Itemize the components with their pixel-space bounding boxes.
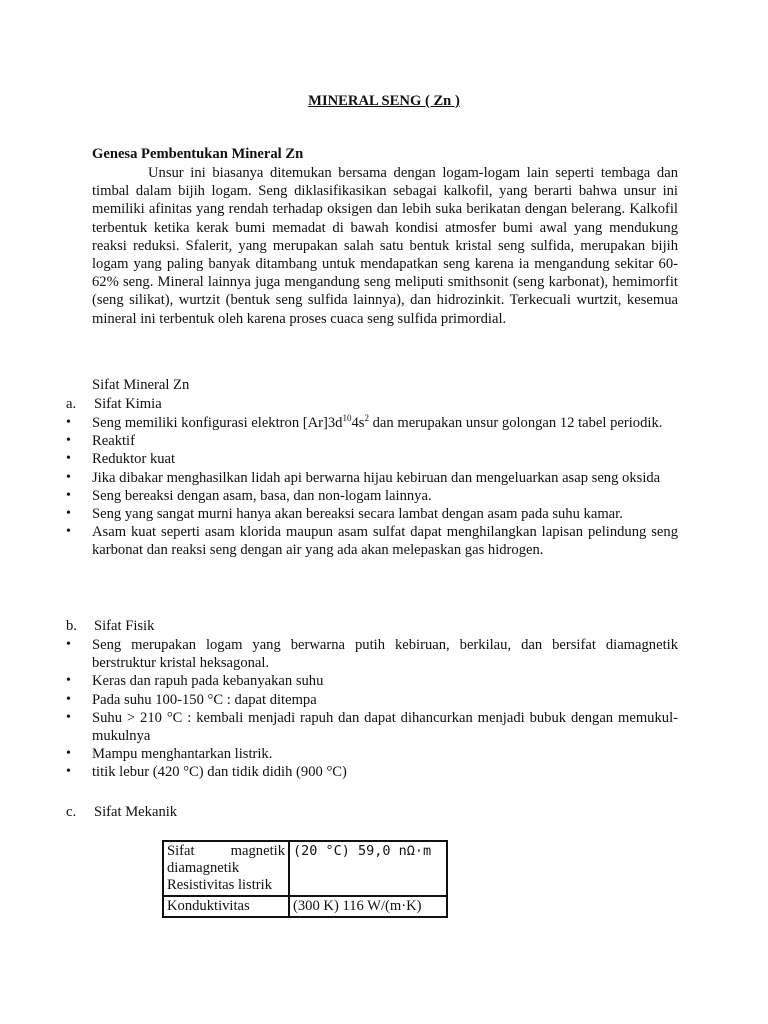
sifat-heading: Sifat Mineral Zn [92,377,190,393]
bullet-icon: • [66,764,71,780]
list-item [62,450,678,468]
item-text: Jika dibakar menghasilkan lidah api berwarna hijau kebiruan dan mengeluarkan asap seng oksida [92,469,661,486]
table-cell: Sifat magnetik diamagnetik Resistivitas listrik [163,841,289,896]
item-text: Reaktif [92,433,135,450]
fisik-label: Sifat Fisik [94,618,155,634]
bullet-icon: • [66,691,71,707]
item-text: Seng yang sangat murni hanya akan bereaksi secara lambat dengan asam pada suhu kamar. [92,506,623,523]
genesa-heading: Genesa Pembentukan Mineral Zn [92,146,304,162]
bullet-icon: • [66,524,71,540]
mekanik-marker: c. [66,804,77,820]
table-cell: (300 K) 116 W/(m·K) [289,896,447,917]
table-row [163,896,447,917]
bullet-icon: • [66,637,71,652]
item-text: Seng merupakan logam yang berwarna putih kebiruan, berkilau, dan bersifat diamagnetik berstruktur kristal heksagonal. [92,637,678,672]
list-item [62,709,678,745]
kimia-list [62,414,678,560]
item-text: Seng memiliki konfigurasi elektron $[Ar]3d^{10}4s^2$ dan merupakan unsur golongan 12 tabel periodik. [92,413,663,431]
item-text: titik lebur (420 °C) dan tidik didih (900 °C) [92,764,347,781]
list-item [62,636,678,672]
fisik-marker: b. [66,618,77,634]
genesa-paragraph: Unsur ini biasanya ditemukan bersama dengan logam-logam lain seperti tembaga dan timbal dalam bijih logam. Seng diklasifikasikan sebagai kalkofil, yang berarti bahwa unsur ini memiliki afinitas yang rendah terhadap oksigen dan lebih suka berikatan dengan belerang. Kalkofil terbentuk ketika kerak bumi memadat di bawah kondisi atmosfer bumi awal yang mendukung reaksi reduksi. Sfalerit, yang merupakan salah satu bentuk kristal seng sulfida, merupakan bijih logam yang paling banyak ditambang untuk mendapatkan seng karena ia mengandung sekitar 60-62% seng. Mineral lainnya juga mengandung seng meliputi smithsonit (seng karbonat), hemimorfit (seng silikat), wurtzit (bentuk seng sulfida lainnya), dan hidrozinkit. Terkecuali wurtzit, kesemua mineral ini terbentuk oleh karena proses cuaca seng sulfida primordial. [92,165,678,327]
list-item [62,432,678,450]
bullet-icon: • [66,451,71,467]
item-text: Pada suhu 100-150 °C : dapat ditempa [92,691,317,708]
list-item [62,487,678,505]
bullet-icon: • [66,673,71,689]
list-item [62,469,678,487]
list-item [62,672,678,690]
properties-table [162,840,448,918]
item-text: Asam kuat seperti asam klorida maupun asam sulfat dapat menghilangkan lapisan pelindung seng karbonat dan reaksi seng dengan air yang ada akan melepaskan gas hidrogen. [92,524,678,559]
kimia-label: Sifat Kimia [94,396,162,412]
item-text: Seng bereaksi dengan asam, basa, dan non-logam lainnya. [92,487,432,504]
bullet-icon: • [66,487,71,503]
list-item [62,691,678,709]
table-cell: (20 °C) 59,0 nΩ·m [289,841,447,896]
bullet-icon: • [66,469,71,485]
list-item [62,414,678,432]
list-item [62,745,678,763]
item-text: Reduktor kuat [92,451,176,468]
item-text: Mampu menghantarkan listrik. [92,746,273,763]
bullet-icon: • [66,746,71,762]
list-item [62,523,678,559]
table-cell: Konduktivitas [163,896,289,917]
table-row [163,841,447,896]
mekanik-label: Sifat Mekanik [94,804,178,820]
fisik-list [62,636,678,782]
kimia-marker: a. [66,396,77,412]
bullet-icon: • [66,709,71,725]
bullet-icon: • [66,506,71,522]
list-item [62,505,678,523]
item-text: Suhu > 210 °C : kembali menjadi rapuh dan dapat dihancurkan menjadi bubuk dengan memukul-mukulnya [92,709,678,745]
list-item [62,763,678,781]
bullet-icon: • [66,433,71,449]
item-text: Keras dan rapuh pada kebanyakan suhu [92,673,324,690]
page-title: MINERAL SENG ( Zn ) [308,93,460,109]
bullet-icon: • [66,415,71,430]
